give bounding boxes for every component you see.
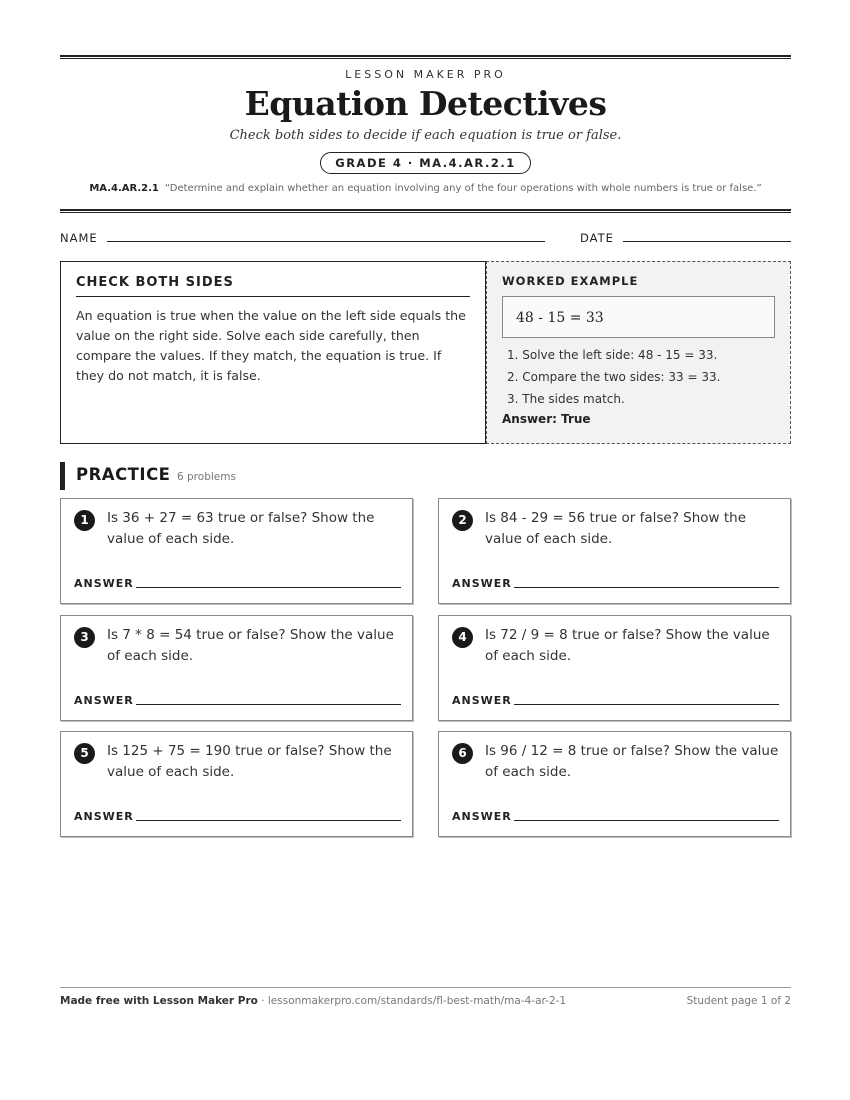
- standard-description: [60, 183, 791, 194]
- answer-field[interactable]: [514, 704, 779, 705]
- problem-number-badge: 1: [74, 510, 95, 531]
- page-subtitle: Check both sides to decide if each equation is true or false.: [229, 128, 622, 143]
- date-field[interactable]: [623, 241, 791, 242]
- brand-label: LESSON MAKER PRO: [345, 68, 506, 81]
- worked-example-equation: 48 - 15 = 33: [502, 296, 775, 338]
- practice-count: 6 problems: [177, 471, 236, 483]
- footer-brand: Made free with Lesson Maker Pro: [60, 995, 258, 1007]
- problem-number-badge: 4: [452, 627, 473, 648]
- problem-number-badge: 6: [452, 743, 473, 764]
- footer-url[interactable]: · lessonmakerpro.com/standards/fl-best-math/ma-4-ar-2-1: [257, 995, 567, 1007]
- header-top-rule: [60, 55, 791, 59]
- worksheet-page: [60, 0, 791, 1100]
- grade-badge-row: [60, 152, 791, 174]
- answer-label: ANSWER: [452, 810, 512, 823]
- answer-field[interactable]: [136, 587, 401, 588]
- footer-rule: [60, 987, 791, 988]
- worked-example-step: 3. The sides match.: [507, 392, 625, 406]
- answer-field[interactable]: [514, 820, 779, 821]
- practice-accent-bar: [60, 462, 65, 490]
- answer-field[interactable]: [136, 704, 401, 705]
- problem-text: Is 36 + 27 = 63 true or false? Show the value of each side.: [107, 510, 375, 547]
- worked-example-step: 2. Compare the two sides: 33 = 33.: [507, 370, 721, 384]
- footer-page-number: Student page 1 of 2: [686, 995, 791, 1007]
- date-label: DATE: [580, 231, 614, 245]
- problem-card-5: [60, 731, 413, 837]
- problem-text: Is 72 / 9 = 8 true or false? Show the value of each side.: [485, 627, 770, 664]
- concept-title: CHECK BOTH SIDES: [76, 275, 470, 297]
- page-title: Equation Detectives: [244, 84, 607, 123]
- practice-title: PRACTICE: [76, 465, 171, 484]
- worked-example-title: WORKED EXAMPLE: [502, 274, 639, 288]
- problem-text: Is 96 / 12 = 8 true or false? Show the value of each side.: [485, 743, 779, 780]
- worked-example-box: [486, 261, 791, 444]
- footer-credit: [60, 995, 566, 1007]
- worked-example-step: 1. Solve the left side: 48 - 15 = 33.: [507, 348, 718, 362]
- answer-label: ANSWER: [74, 810, 134, 823]
- answer-field[interactable]: [514, 587, 779, 588]
- problem-text: Is 125 + 75 = 190 true or false? Show the value of each side.: [107, 743, 392, 780]
- problem-card-6: [438, 731, 791, 837]
- name-label: NAME: [60, 231, 98, 245]
- answer-label: ANSWER: [74, 577, 134, 590]
- concept-body: An equation is true when the value on the left side equals the value on the right side. Solve each side carefully, then compare the values. If they match, the equation is true. If they do not match, it is false.: [76, 308, 466, 383]
- problem-card-2: [438, 498, 791, 604]
- problem-number-badge: 3: [74, 627, 95, 648]
- grade-badge: GRADE 4 · MA.4.AR.2.1: [320, 152, 530, 174]
- concept-box: [60, 261, 486, 444]
- worked-example-steps: [502, 344, 775, 410]
- problem-card-3: [60, 615, 413, 721]
- answer-label: ANSWER: [452, 577, 512, 590]
- name-field[interactable]: [107, 241, 545, 242]
- problem-card-1: [60, 498, 413, 604]
- header-bottom-rule: [60, 209, 791, 213]
- standard-text: “Determine and explain whether an equation involving any of the four operations with whole numbers is true or false.”: [164, 183, 762, 194]
- problem-number-badge: 5: [74, 743, 95, 764]
- answer-label: ANSWER: [74, 694, 134, 707]
- problem-text: Is 84 - 29 = 56 true or false? Show the value of each side.: [485, 510, 747, 547]
- answer-label: ANSWER: [452, 694, 512, 707]
- answer-field[interactable]: [136, 820, 401, 821]
- standard-code: MA.4.AR.2.1: [89, 183, 159, 194]
- problem-card-4: [438, 615, 791, 721]
- problem-number-badge: 2: [452, 510, 473, 531]
- worked-example-answer: Answer: True: [502, 412, 591, 426]
- problem-text: Is 7 * 8 = 54 true or false? Show the value of each side.: [107, 627, 394, 664]
